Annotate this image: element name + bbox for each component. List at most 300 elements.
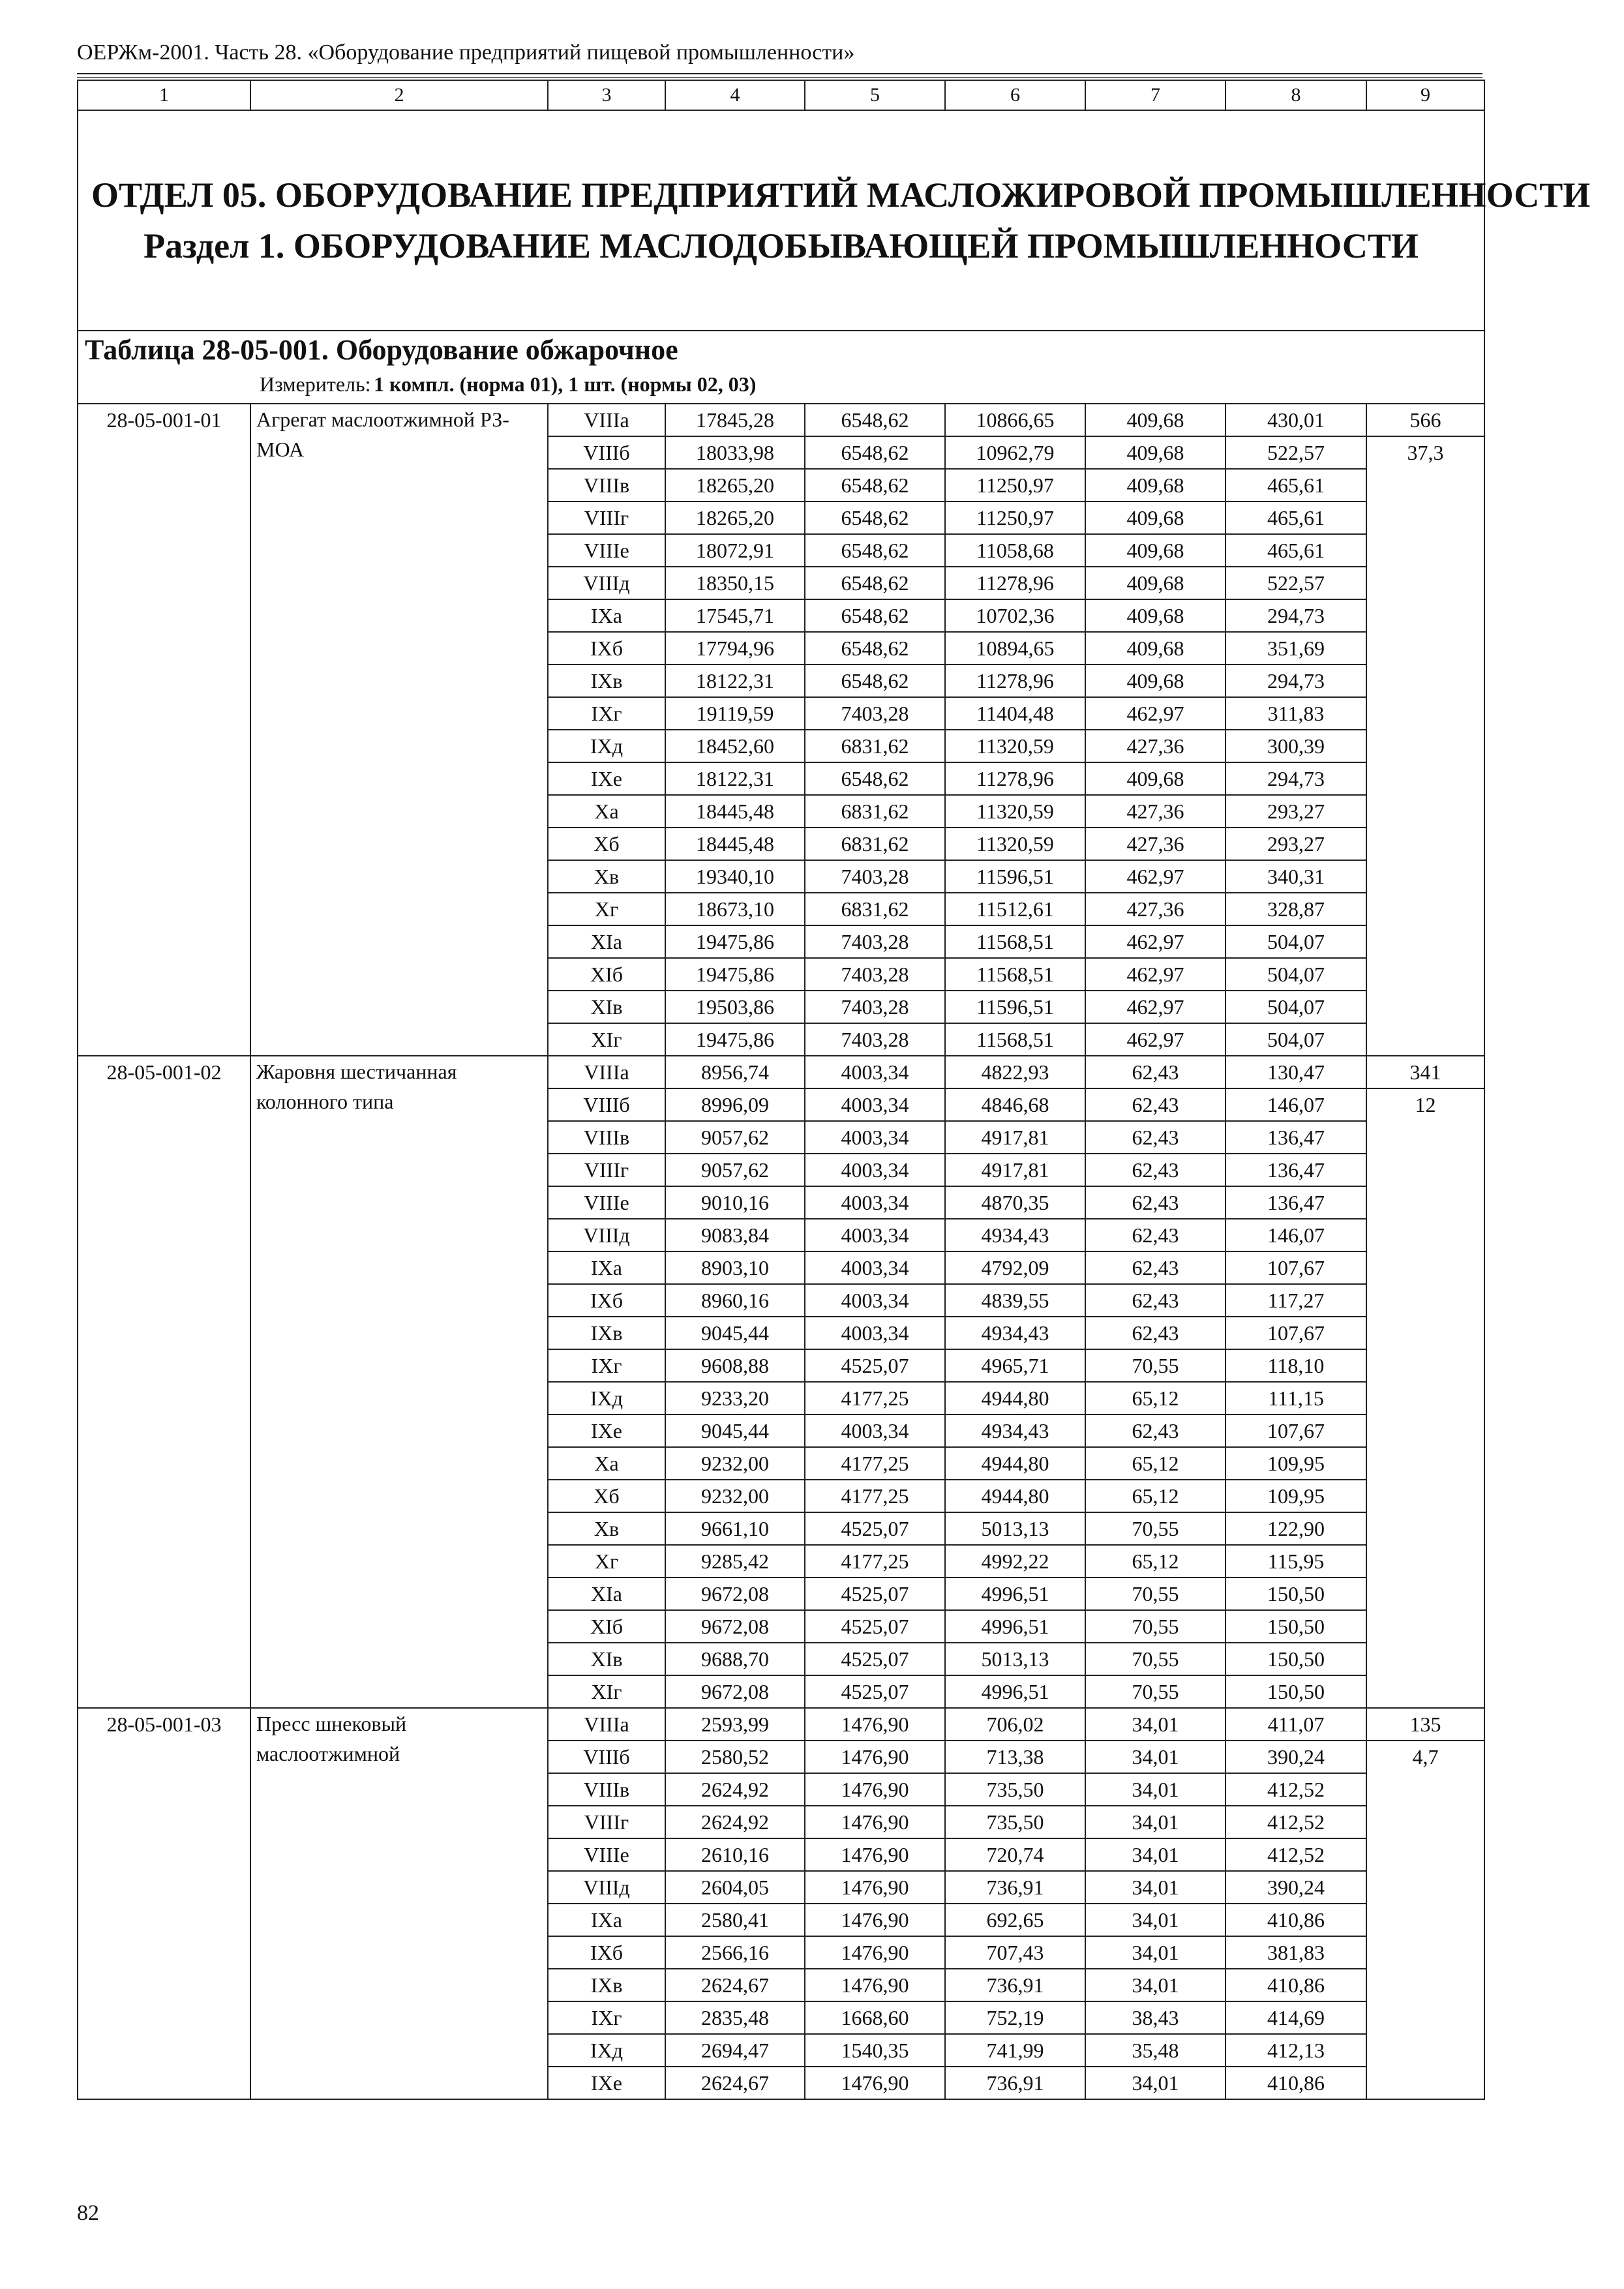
value-cell: 6831,62 <box>805 795 945 828</box>
value-cell: 6831,62 <box>805 730 945 762</box>
value-cell: 465,61 <box>1226 469 1366 501</box>
value-cell: 2610,16 <box>665 1838 805 1871</box>
value-cell: 70,55 <box>1085 1578 1226 1610</box>
value-cell: 294,73 <box>1226 762 1366 795</box>
value-cell: 462,97 <box>1085 697 1226 730</box>
value-cell: 111,15 <box>1226 1382 1366 1414</box>
value-cell: 4525,07 <box>805 1643 945 1675</box>
value-cell: 70,55 <box>1085 1349 1226 1382</box>
value-cell: 11596,51 <box>945 860 1085 893</box>
zone-cell: Xв <box>548 860 665 893</box>
value-cell: 6548,62 <box>805 665 945 697</box>
value-cell: 409,68 <box>1085 567 1226 599</box>
value-cell: 136,47 <box>1226 1186 1366 1219</box>
value-cell: 4839,55 <box>945 1284 1085 1317</box>
value-cell: 4917,81 <box>945 1154 1085 1186</box>
value-cell: 2835,48 <box>665 2001 805 2034</box>
value-cell: 409,68 <box>1085 665 1226 697</box>
value-cell: 8960,16 <box>665 1284 805 1317</box>
value-cell: 6548,62 <box>805 632 945 665</box>
value-cell: 4003,34 <box>805 1121 945 1154</box>
value-cell: 17794,96 <box>665 632 805 665</box>
table-title: Таблица 28-05-001. Оборудование обжарочное <box>85 334 678 366</box>
value-cell: 11278,96 <box>945 762 1085 795</box>
zone-cell: VIIIв <box>548 1121 665 1154</box>
column-number: 2 <box>250 80 548 110</box>
column-number: 8 <box>1226 80 1366 110</box>
zone-cell: IXа <box>548 1904 665 1936</box>
labor-hours: 566 <box>1367 404 1484 437</box>
value-cell: 18033,98 <box>665 436 805 469</box>
value-cell: 4177,25 <box>805 1480 945 1512</box>
labor-value: 12 <box>1415 1093 1436 1116</box>
value-cell: 9285,42 <box>665 1545 805 1578</box>
value-cell: 6548,62 <box>805 762 945 795</box>
value-cell: 4944,80 <box>945 1382 1085 1414</box>
value-cell: 9057,62 <box>665 1154 805 1186</box>
value-cell: 409,68 <box>1085 404 1226 436</box>
value-cell: 4003,34 <box>805 1219 945 1251</box>
value-cell: 70,55 <box>1085 1610 1226 1643</box>
labor-value: 4,7 <box>1412 1745 1439 1769</box>
value-cell: 9672,08 <box>665 1578 805 1610</box>
table-title-row <box>78 331 1484 404</box>
value-cell: 4822,93 <box>945 1056 1085 1088</box>
value-cell: 2694,47 <box>665 2034 805 2067</box>
value-cell: 34,01 <box>1085 1871 1226 1904</box>
zone-cell: IXд <box>548 1382 665 1414</box>
value-cell: 692,65 <box>945 1904 1085 1936</box>
value-cell: 462,97 <box>1085 991 1226 1023</box>
value-cell: 150,50 <box>1226 1643 1366 1675</box>
measure-value: 1 компл. (норма 01), 1 шт. (нормы 02, 03) <box>374 372 757 396</box>
value-cell: 4003,34 <box>805 1317 945 1349</box>
value-cell: 6548,62 <box>805 534 945 567</box>
value-cell: 410,86 <box>1226 1969 1366 2001</box>
item-name: Пресс шнековый маслоотжимной <box>250 1708 548 2099</box>
zone-cell: IXб <box>548 632 665 665</box>
value-cell: 1668,60 <box>805 2001 945 2034</box>
zone-cell: IXа <box>548 1251 665 1284</box>
value-cell: 412,52 <box>1226 1806 1366 1838</box>
value-cell: 390,24 <box>1226 1871 1366 1904</box>
value-cell: 427,36 <box>1085 730 1226 762</box>
zone-cell: Xг <box>548 1545 665 1578</box>
zone-cell: IXб <box>548 1936 665 1969</box>
value-cell: 410,86 <box>1226 2067 1366 2099</box>
value-cell: 4870,35 <box>945 1186 1085 1219</box>
column-number: 9 <box>1366 80 1484 110</box>
value-cell: 34,01 <box>1085 1969 1226 2001</box>
value-cell: 409,68 <box>1085 534 1226 567</box>
value-cell: 2580,41 <box>665 1904 805 1936</box>
value-cell: 2593,99 <box>665 1708 805 1741</box>
value-cell: 311,83 <box>1226 697 1366 730</box>
value-cell: 4003,34 <box>805 1414 945 1447</box>
value-cell: 2624,92 <box>665 1773 805 1806</box>
value-cell: 707,43 <box>945 1936 1085 1969</box>
value-cell: 427,36 <box>1085 828 1226 860</box>
value-cell: 4996,51 <box>945 1578 1085 1610</box>
value-cell: 6831,62 <box>805 828 945 860</box>
value-cell: 9010,16 <box>665 1186 805 1219</box>
zone-cell: IXб <box>548 1284 665 1317</box>
value-cell: 9672,08 <box>665 1675 805 1708</box>
value-cell: 10866,65 <box>945 404 1085 436</box>
value-cell: 4525,07 <box>805 1512 945 1545</box>
value-cell: 736,91 <box>945 1871 1085 1904</box>
value-cell: 107,67 <box>1226 1414 1366 1447</box>
value-cell: 7403,28 <box>805 1023 945 1056</box>
value-cell: 294,73 <box>1226 665 1366 697</box>
zone-cell: VIIIб <box>548 1088 665 1121</box>
value-cell: 65,12 <box>1085 1545 1226 1578</box>
value-cell: 504,07 <box>1226 991 1366 1023</box>
value-cell: 4996,51 <box>945 1675 1085 1708</box>
value-cell: 294,73 <box>1226 599 1366 632</box>
value-cell: 735,50 <box>945 1806 1085 1838</box>
value-cell: 6548,62 <box>805 567 945 599</box>
value-cell: 18072,91 <box>665 534 805 567</box>
zone-cell: VIIIб <box>548 436 665 469</box>
value-cell: 4525,07 <box>805 1610 945 1643</box>
value-cell: 6548,62 <box>805 469 945 501</box>
value-cell: 4917,81 <box>945 1121 1085 1154</box>
value-cell: 11404,48 <box>945 697 1085 730</box>
zone-cell: VIIIг <box>548 1154 665 1186</box>
value-cell: 2624,67 <box>665 1969 805 2001</box>
value-cell: 4996,51 <box>945 1610 1085 1643</box>
value-cell: 735,50 <box>945 1773 1085 1806</box>
zone-cell: VIIIд <box>548 567 665 599</box>
value-cell: 11568,51 <box>945 958 1085 991</box>
value-cell: 736,91 <box>945 1969 1085 2001</box>
value-cell: 390,24 <box>1226 1741 1366 1773</box>
value-cell: 17845,28 <box>665 404 805 436</box>
value-cell: 70,55 <box>1085 1675 1226 1708</box>
zone-cell: IXг <box>548 697 665 730</box>
value-cell: 109,95 <box>1226 1480 1366 1512</box>
value-cell: 412,52 <box>1226 1773 1366 1806</box>
value-cell: 4177,25 <box>805 1382 945 1414</box>
section-title-cell <box>78 110 1591 331</box>
value-cell: 7403,28 <box>805 860 945 893</box>
value-cell: 504,07 <box>1226 1023 1366 1056</box>
value-cell: 11568,51 <box>945 1023 1085 1056</box>
labor-hours: 135 <box>1367 1709 1484 1741</box>
column-number: 4 <box>665 80 805 110</box>
value-cell: 11250,97 <box>945 469 1085 501</box>
value-cell: 19340,10 <box>665 860 805 893</box>
value-cell: 7403,28 <box>805 697 945 730</box>
column-number: 6 <box>945 80 1085 110</box>
value-cell: 19475,86 <box>665 1023 805 1056</box>
value-cell: 11596,51 <box>945 991 1085 1023</box>
value-cell: 6548,62 <box>805 599 945 632</box>
value-cell: 11250,97 <box>945 501 1085 534</box>
zone-cell: IXв <box>548 665 665 697</box>
value-cell: 1476,90 <box>805 2067 945 2099</box>
value-cell: 11568,51 <box>945 925 1085 958</box>
department-title: ОТДЕЛ 05. ОБОРУДОВАНИЕ ПРЕДПРИЯТИЙ МАСЛОЖИРОВОЙ ПРОМЫШЛЕННОСТИ <box>91 175 1591 215</box>
zone-cell: IXв <box>548 1317 665 1349</box>
zone-cell: VIIIд <box>548 1219 665 1251</box>
value-cell: 752,19 <box>945 2001 1085 2034</box>
zone-cell: XIг <box>548 1675 665 1708</box>
value-cell: 17545,71 <box>665 599 805 632</box>
value-cell: 6548,62 <box>805 501 945 534</box>
zone-cell: VIIIа <box>548 404 665 436</box>
value-cell: 130,47 <box>1226 1056 1366 1088</box>
value-cell: 9232,00 <box>665 1447 805 1480</box>
value-cell: 9045,44 <box>665 1414 805 1447</box>
value-cell: 8956,74 <box>665 1056 805 1088</box>
value-cell: 10894,65 <box>945 632 1085 665</box>
value-cell: 34,01 <box>1085 1741 1226 1773</box>
value-cell: 34,01 <box>1085 1838 1226 1871</box>
section-subtitle: Раздел 1. ОБОРУДОВАНИЕ МАСЛОДОБЫВАЮЩЕЙ ПРОМЫШЛЕННОСТИ <box>143 226 1419 265</box>
value-cell: 4965,71 <box>945 1349 1085 1382</box>
measure-label: Измеритель: <box>260 372 371 396</box>
value-cell: 118,10 <box>1226 1349 1366 1382</box>
value-cell: 328,87 <box>1226 893 1366 925</box>
value-cell: 351,69 <box>1226 632 1366 665</box>
value-cell: 10702,36 <box>945 599 1085 632</box>
value-cell: 107,67 <box>1226 1317 1366 1349</box>
value-cell: 427,36 <box>1085 795 1226 828</box>
value-cell: 65,12 <box>1085 1382 1226 1414</box>
value-cell: 9045,44 <box>665 1317 805 1349</box>
value-cell: 34,01 <box>1085 1904 1226 1936</box>
value-cell: 741,99 <box>945 2034 1085 2067</box>
value-cell: 4003,34 <box>805 1251 945 1284</box>
value-cell: 300,39 <box>1226 730 1366 762</box>
value-cell: 1476,90 <box>805 1773 945 1806</box>
zone-cell: XIг <box>548 1023 665 1056</box>
value-cell: 1476,90 <box>805 1871 945 1904</box>
item-name: Агрегат маслоотжимной РЗ-МОА <box>250 404 548 1056</box>
value-cell: 8996,09 <box>665 1088 805 1121</box>
value-cell: 4792,09 <box>945 1251 1085 1284</box>
value-cell: 9083,84 <box>665 1219 805 1251</box>
value-cell: 146,07 <box>1226 1088 1366 1121</box>
measure-line <box>85 369 1477 399</box>
value-cell: 62,43 <box>1085 1056 1226 1088</box>
value-cell: 7403,28 <box>805 925 945 958</box>
value-cell: 11278,96 <box>945 665 1085 697</box>
value-cell: 18350,15 <box>665 567 805 599</box>
labor-cell <box>1366 1708 1484 2099</box>
value-cell: 115,95 <box>1226 1545 1366 1578</box>
value-cell: 70,55 <box>1085 1643 1226 1675</box>
value-cell: 720,74 <box>945 1838 1085 1871</box>
value-cell: 18445,48 <box>665 795 805 828</box>
zone-cell: VIIIе <box>548 1186 665 1219</box>
value-cell: 107,67 <box>1226 1251 1366 1284</box>
value-cell: 706,02 <box>945 1708 1085 1741</box>
zone-cell: VIIIа <box>548 1056 665 1088</box>
value-cell: 736,91 <box>945 2067 1085 2099</box>
value-cell: 409,68 <box>1085 436 1226 469</box>
value-cell: 5013,13 <box>945 1643 1085 1675</box>
value-cell: 410,86 <box>1226 1904 1366 1936</box>
value-cell: 4944,80 <box>945 1480 1085 1512</box>
value-cell: 4525,07 <box>805 1349 945 1382</box>
value-cell: 4846,68 <box>945 1088 1085 1121</box>
value-cell: 409,68 <box>1085 501 1226 534</box>
value-cell: 11512,61 <box>945 893 1085 925</box>
value-cell: 19475,86 <box>665 958 805 991</box>
value-cell: 62,43 <box>1085 1088 1226 1121</box>
zone-cell: VIIIа <box>548 1708 665 1741</box>
zone-cell: IXд <box>548 2034 665 2067</box>
value-cell: 34,01 <box>1085 1773 1226 1806</box>
value-cell: 4003,34 <box>805 1284 945 1317</box>
zone-cell: VIIIе <box>548 534 665 567</box>
value-cell: 8903,10 <box>665 1251 805 1284</box>
value-cell: 462,97 <box>1085 1023 1226 1056</box>
value-cell: 713,38 <box>945 1741 1085 1773</box>
value-cell: 465,61 <box>1226 501 1366 534</box>
labor-cell <box>1366 1056 1484 1708</box>
value-cell: 4003,34 <box>805 1154 945 1186</box>
value-cell: 462,97 <box>1085 958 1226 991</box>
value-cell: 11058,68 <box>945 534 1085 567</box>
value-cell: 293,27 <box>1226 795 1366 828</box>
item-code: 28-05-001-01 <box>78 404 250 1056</box>
value-cell: 2566,16 <box>665 1936 805 1969</box>
table-row <box>78 1056 1484 1088</box>
value-cell: 18122,31 <box>665 665 805 697</box>
value-cell: 4003,34 <box>805 1088 945 1121</box>
value-cell: 65,12 <box>1085 1480 1226 1512</box>
value-cell: 4944,80 <box>945 1447 1085 1480</box>
value-cell: 18265,20 <box>665 469 805 501</box>
value-cell: 411,07 <box>1226 1708 1366 1741</box>
zone-cell: IXе <box>548 1414 665 1447</box>
zone-cell: VIIIг <box>548 1806 665 1838</box>
value-cell: 1476,90 <box>805 1708 945 1741</box>
value-cell: 1476,90 <box>805 1838 945 1871</box>
value-cell: 409,68 <box>1085 632 1226 665</box>
zone-cell: XIв <box>548 1643 665 1675</box>
value-cell: 34,01 <box>1085 1936 1226 1969</box>
value-cell: 414,69 <box>1226 2001 1366 2034</box>
zone-cell: IXг <box>548 2001 665 2034</box>
value-cell: 4525,07 <box>805 1578 945 1610</box>
zone-cell: IXе <box>548 762 665 795</box>
item-code: 28-05-001-03 <box>78 1708 250 2099</box>
value-cell: 2624,92 <box>665 1806 805 1838</box>
zone-cell: IXд <box>548 730 665 762</box>
column-number: 1 <box>78 80 250 110</box>
value-cell: 381,83 <box>1226 1936 1366 1969</box>
value-cell: 38,43 <box>1085 2001 1226 2034</box>
value-cell: 4934,43 <box>945 1219 1085 1251</box>
zone-cell: XIа <box>548 1578 665 1610</box>
value-cell: 9608,88 <box>665 1349 805 1382</box>
value-cell: 9233,20 <box>665 1382 805 1414</box>
zone-cell: VIIIв <box>548 469 665 501</box>
value-cell: 4177,25 <box>805 1447 945 1480</box>
value-cell: 504,07 <box>1226 958 1366 991</box>
value-cell: 5013,13 <box>945 1512 1085 1545</box>
value-cell: 9232,00 <box>665 1480 805 1512</box>
value-cell: 9057,62 <box>665 1121 805 1154</box>
value-cell: 150,50 <box>1226 1675 1366 1708</box>
value-cell: 340,31 <box>1226 860 1366 893</box>
value-cell: 11320,59 <box>945 730 1085 762</box>
value-cell: 412,52 <box>1226 1838 1366 1871</box>
zone-cell: XIб <box>548 958 665 991</box>
value-cell: 136,47 <box>1226 1154 1366 1186</box>
zone-cell: VIIIе <box>548 1838 665 1871</box>
value-cell: 412,13 <box>1226 2034 1366 2067</box>
value-cell: 6831,62 <box>805 893 945 925</box>
value-cell: 70,55 <box>1085 1512 1226 1545</box>
value-cell: 146,07 <box>1226 1219 1366 1251</box>
value-cell: 136,47 <box>1226 1121 1366 1154</box>
value-cell: 2624,67 <box>665 2067 805 2099</box>
zone-cell: IXа <box>548 599 665 632</box>
zone-cell: IXг <box>548 1349 665 1382</box>
value-cell: 62,43 <box>1085 1219 1226 1251</box>
value-cell: 18673,10 <box>665 893 805 925</box>
labor-hours: 341 <box>1367 1056 1484 1089</box>
value-cell: 465,61 <box>1226 534 1366 567</box>
value-cell: 6548,62 <box>805 436 945 469</box>
value-cell: 62,43 <box>1085 1186 1226 1219</box>
header-rule-thin <box>77 77 1482 78</box>
zone-cell: IXе <box>548 2067 665 2099</box>
section-title-row <box>78 110 1484 331</box>
value-cell: 4934,43 <box>945 1414 1085 1447</box>
value-cell: 18445,48 <box>665 828 805 860</box>
value-cell: 4003,34 <box>805 1056 945 1088</box>
zone-cell: Xб <box>548 828 665 860</box>
zone-cell: Xг <box>548 893 665 925</box>
value-cell: 62,43 <box>1085 1284 1226 1317</box>
value-cell: 293,27 <box>1226 828 1366 860</box>
zone-cell: VIIIб <box>548 1741 665 1773</box>
value-cell: 2604,05 <box>665 1871 805 1904</box>
value-cell: 18452,60 <box>665 730 805 762</box>
value-cell: 430,01 <box>1226 404 1366 436</box>
value-cell: 2580,52 <box>665 1741 805 1773</box>
column-number: 7 <box>1085 80 1226 110</box>
value-cell: 7403,28 <box>805 958 945 991</box>
zone-cell: Xа <box>548 1447 665 1480</box>
value-cell: 117,27 <box>1226 1284 1366 1317</box>
value-cell: 34,01 <box>1085 2067 1226 2099</box>
value-cell: 4003,34 <box>805 1186 945 1219</box>
value-cell: 1476,90 <box>805 1969 945 2001</box>
page-number: 82 <box>77 2201 99 2225</box>
zone-cell: IXв <box>548 1969 665 2001</box>
labor-cell <box>1366 404 1484 1056</box>
zone-cell: VIIIд <box>548 1871 665 1904</box>
column-number: 5 <box>805 80 945 110</box>
zone-cell: Xб <box>548 1480 665 1512</box>
zone-cell: XIб <box>548 1610 665 1643</box>
column-numbers-row <box>78 80 1484 110</box>
value-cell: 1476,90 <box>805 1904 945 1936</box>
value-cell: 11320,59 <box>945 795 1085 828</box>
value-cell: 11320,59 <box>945 828 1085 860</box>
value-cell: 4177,25 <box>805 1545 945 1578</box>
value-cell: 109,95 <box>1226 1447 1366 1480</box>
value-cell: 4992,22 <box>945 1545 1085 1578</box>
